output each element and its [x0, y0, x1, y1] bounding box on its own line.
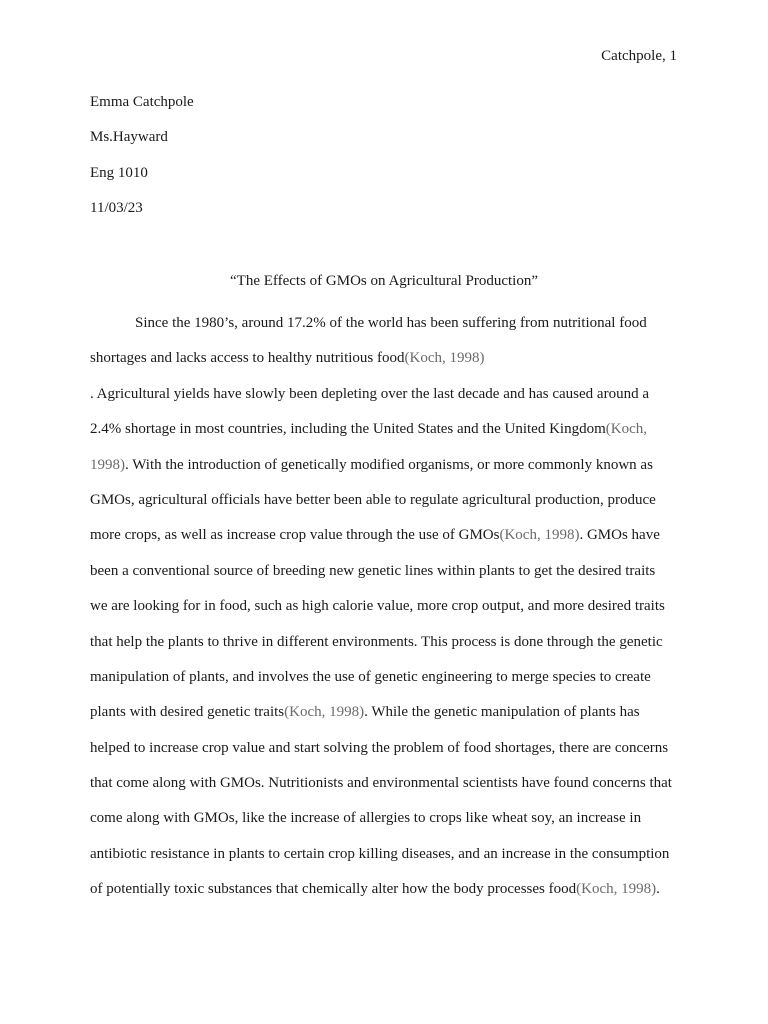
line-text: antibiotic resistance in plants to certain crop killing diseases, and an increase in the consumption: [90, 845, 670, 862]
line-text: of potentially toxic substances that chemically alter how the body processes food: [90, 881, 577, 898]
citation: 1998): [90, 456, 125, 473]
paragraph-line: [90, 773, 690, 808]
paragraph-line: [90, 808, 690, 843]
citation: (Koch, 1998): [404, 350, 485, 367]
line-text: helped to increase crop value and start solving the problem of food shortages, there are concerns: [90, 739, 669, 756]
line-text: .: [656, 881, 660, 898]
paragraph-line: [90, 525, 690, 560]
line-text: . Agricultural yields have slowly been depleting over the last decade and has caused around a: [90, 385, 649, 402]
paragraph-line: [90, 419, 690, 454]
paragraph-line: [90, 490, 690, 525]
line-text: we are looking for in food, such as high calorie value, more crop output, and more desired traits: [90, 598, 665, 615]
line-text: GMOs, agricultural officials have better been able to regulate agricultural production, produce: [90, 491, 656, 508]
paragraph-line: [90, 348, 690, 383]
line-text: Since the 1980’s, around 17.2% of the world has been suffering from nutritional food: [135, 315, 647, 331]
line-text: 2.4% shortage in most countries, including the United States and the United Kingdom: [90, 421, 606, 438]
paragraph-line: [90, 667, 690, 702]
essay-paragraph: [90, 313, 690, 915]
running-head: Catchpole, 1: [601, 48, 677, 64]
paragraph-line: [90, 384, 690, 419]
paragraph-line: [90, 455, 690, 490]
line-text: come along with GMOs, like the increase of allergies to crops like wheat soy, an increase in: [90, 810, 642, 827]
paragraph-line: [90, 313, 690, 348]
line-text: been a conventional source of breeding new genetic lines within plants to get the desired traits: [90, 562, 656, 579]
line-text: manipulation of plants, and involves the use of genetic engineering to merge species to create: [90, 668, 651, 685]
line-text: . With the introduction of genetically modified organisms, or more commonly known as: [125, 456, 653, 473]
paragraph-line: [90, 596, 690, 631]
paragraph-line: [90, 844, 690, 879]
citation: (Koch, 1998): [576, 881, 657, 898]
line-text: that come along with GMOs. Nutritionists and environmental scientists have found concerns that: [90, 775, 672, 792]
line-text: shortages and lacks access to healthy nutritious food: [90, 350, 405, 367]
line-text: . GMOs have: [579, 527, 660, 544]
citation: (Koch,: [605, 421, 647, 438]
paragraph-line: [90, 702, 690, 737]
line-text: plants with desired genetic traits: [90, 704, 285, 721]
date: 11/03/23: [90, 200, 143, 217]
citation: (Koch, 1998): [499, 527, 580, 544]
course-name: Eng 1010: [90, 164, 148, 181]
paragraph-line: [90, 738, 690, 773]
student-name: Emma Catchpole: [90, 94, 194, 110]
instructor-name: Ms.Hayward: [90, 129, 168, 146]
mla-heading: [90, 92, 194, 234]
citation: (Koch, 1998): [284, 704, 365, 721]
paragraph-line: [90, 561, 690, 596]
line-text: . While the genetic manipulation of plants has: [364, 704, 640, 721]
paragraph-line: [90, 632, 690, 667]
paragraph-line: [90, 879, 690, 914]
line-text: that help the plants to thrive in different environments. This process is done through the genetic: [90, 633, 663, 650]
essay-title: “The Effects of GMOs on Agricultural Production”: [230, 273, 538, 289]
line-text: more crops, as well as increase crop value through the use of GMOs: [90, 527, 500, 544]
